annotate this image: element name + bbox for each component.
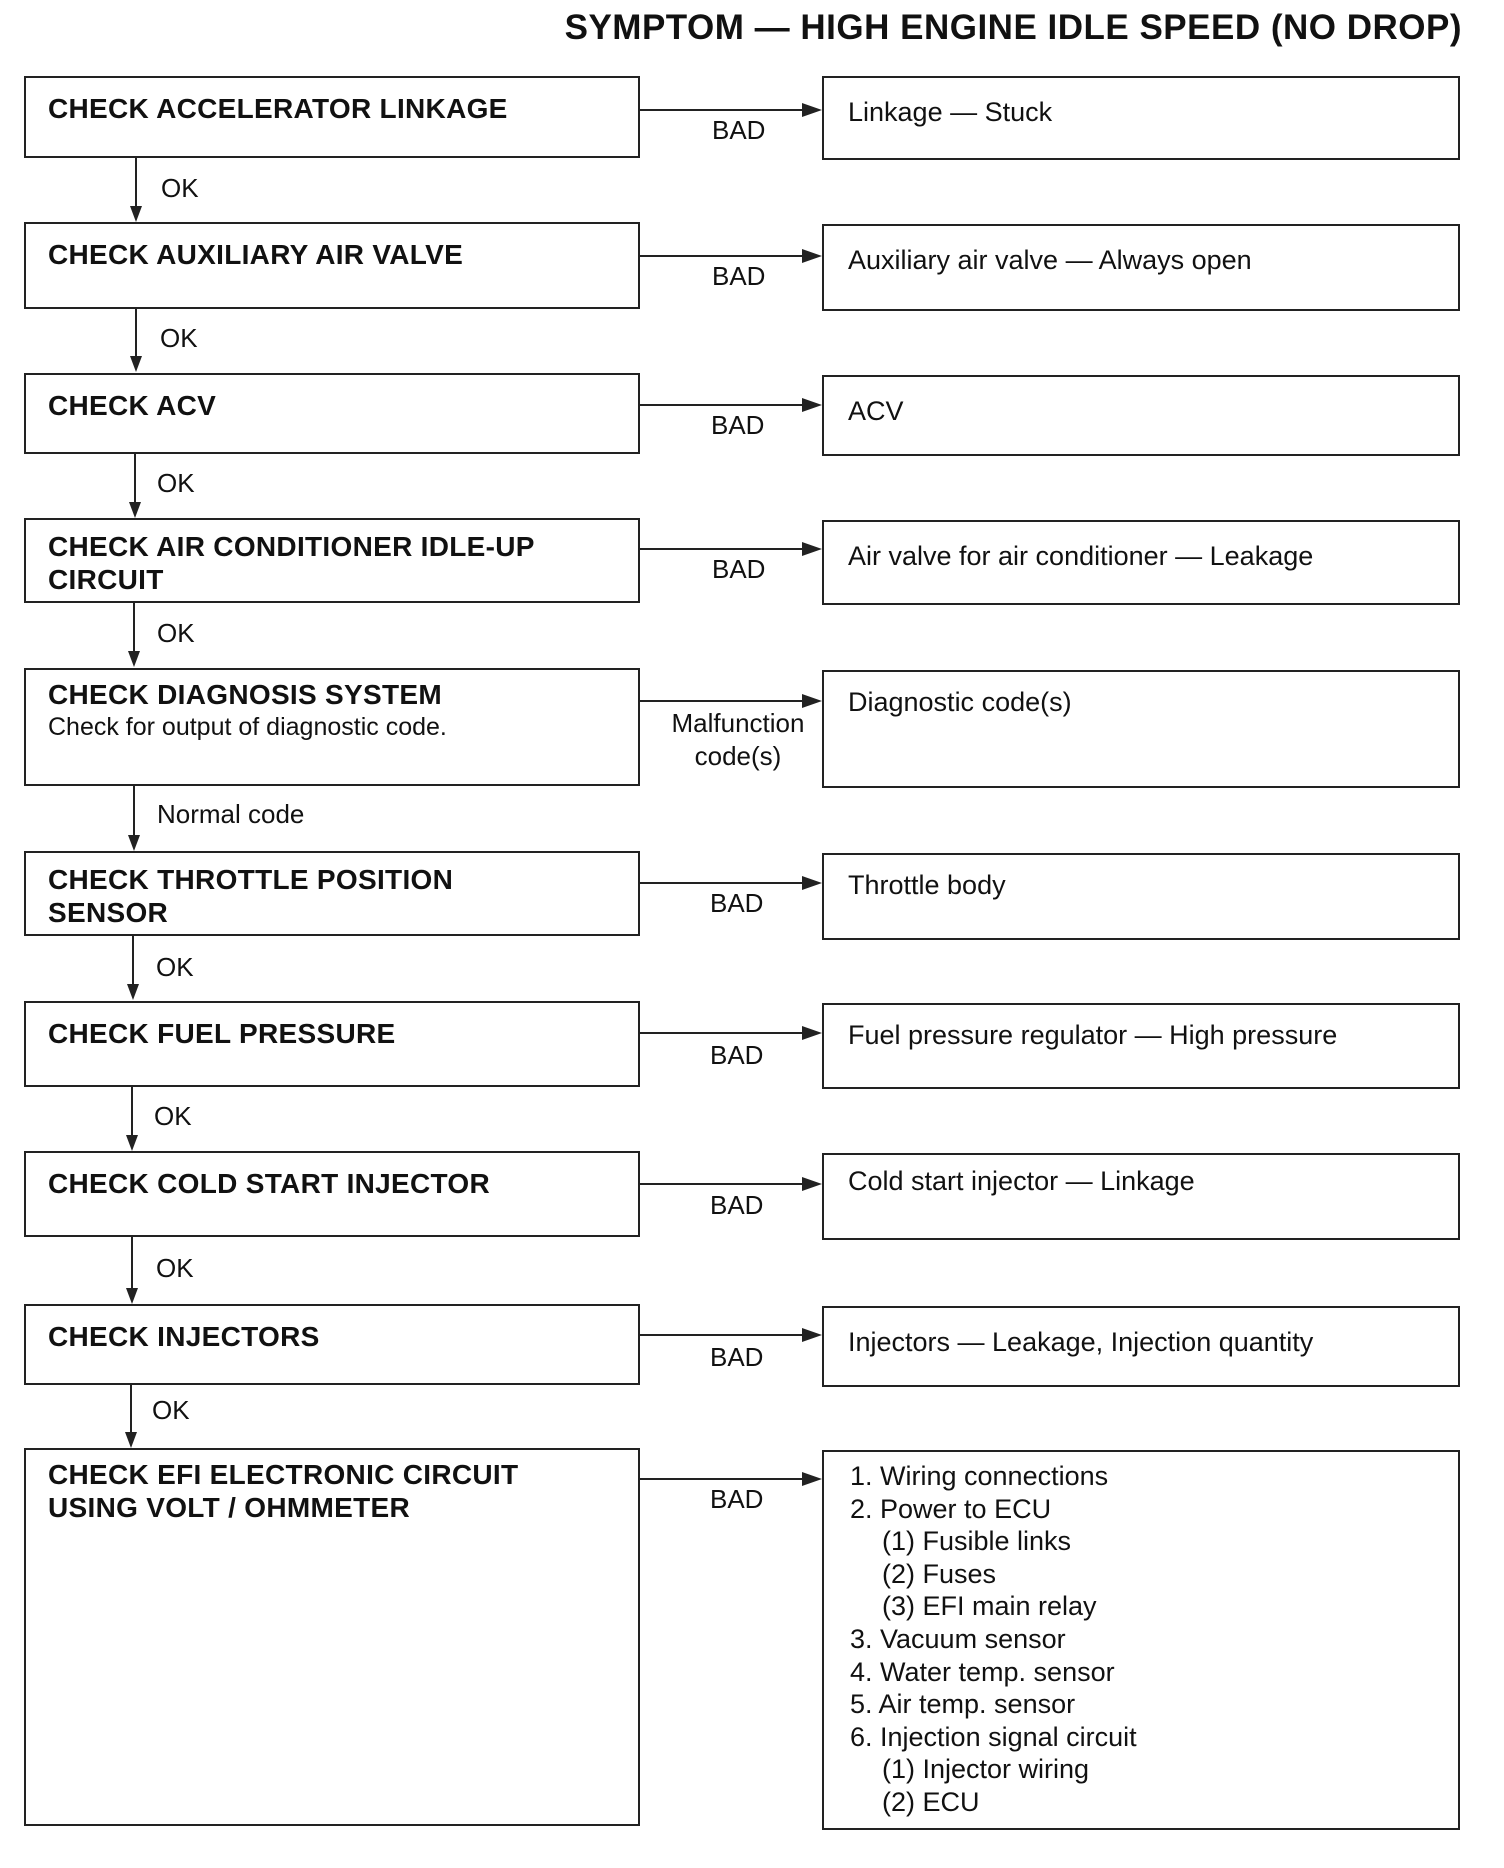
result-label: Cold start injector — Linkage (848, 1166, 1195, 1196)
bad-arrow-head (802, 876, 822, 890)
malfunction-connector-line (640, 700, 802, 702)
result-label: Air valve for air conditioner — Leakage (848, 541, 1314, 571)
ok-connector-line (131, 1087, 133, 1137)
ok-connector-line (135, 158, 137, 208)
ok-label: OK (157, 618, 195, 648)
bad-connector-line (640, 1183, 802, 1185)
ok-connector-line (134, 454, 136, 504)
check-label-group (48, 678, 447, 744)
ok-label: OK (156, 1253, 194, 1283)
result-box-acv (822, 375, 1460, 456)
result-box-fuel-pressure-regulator (822, 1003, 1460, 1089)
ok-arrow-head (125, 1432, 137, 1448)
bad-connector-line (640, 548, 802, 550)
list-item: (3) EFI main relay (882, 1591, 1097, 1622)
ok-arrow-head (126, 1288, 138, 1304)
bad-connector-line (640, 1334, 802, 1336)
list-item: 5. Air temp. sensor (850, 1689, 1076, 1720)
ok-arrow-head (127, 984, 139, 1000)
check-box-accelerator-linkage (24, 76, 640, 158)
list-item: 4. Water temp. sensor (850, 1656, 1115, 1687)
bad-arrow-head (802, 1472, 822, 1486)
malfunction-arrow-head (802, 694, 822, 708)
check-box-air-conditioner-idle-up (24, 518, 640, 603)
result-box-linkage-stuck (822, 76, 1460, 160)
bad-label: BAD (711, 410, 765, 440)
ok-label: OK (161, 173, 199, 203)
check-box-cold-start-injector (24, 1151, 640, 1237)
bad-label: BAD (710, 1040, 764, 1070)
bad-connector-line (640, 1478, 802, 1480)
ok-label: OK (152, 1395, 190, 1425)
check-label: CHECK FUEL PRESSURE (48, 1018, 396, 1049)
list-item: 1. Wiring connections (850, 1461, 1109, 1491)
result-box-injectors (822, 1306, 1460, 1387)
bad-arrow-head (802, 1328, 822, 1342)
result-box-air-valve-ac (822, 520, 1460, 605)
efi-checklist (850, 1460, 1137, 1819)
check-box-fuel-pressure (24, 1001, 640, 1087)
result-box-throttle-body (822, 853, 1460, 940)
malfunction-codes-label: Malfunction code(s) (671, 708, 805, 771)
bad-arrow-head (802, 542, 822, 556)
result-box-efi-checklist (822, 1450, 1460, 1830)
ok-label: OK (156, 952, 194, 982)
ok-connector-line (135, 309, 137, 358)
list-item: (1) Injector wiring (882, 1754, 1090, 1785)
check-label: CHECK ACV (48, 390, 217, 421)
result-label: Throttle body (848, 870, 1006, 900)
result-label: Linkage — Stuck (848, 97, 1053, 127)
bad-connector-line (640, 882, 802, 884)
check-label: CHECK ACCELERATOR LINKAGE (48, 93, 508, 124)
bad-arrow-head (802, 1026, 822, 1040)
bad-arrow-head (802, 398, 822, 412)
bad-arrow-head (802, 103, 822, 117)
bad-label: BAD (712, 554, 766, 584)
result-box-auxiliary-air-valve (822, 224, 1460, 311)
result-box-cold-start-injector (822, 1153, 1460, 1240)
ok-arrow-head (129, 502, 141, 518)
bad-connector-line (640, 255, 802, 257)
normal-code-connector-line (133, 786, 135, 837)
ok-arrow-head (130, 356, 142, 372)
check-label: CHECK THROTTLE POSITION SENSOR (48, 864, 454, 928)
ok-label: OK (157, 468, 195, 498)
check-label: CHECK DIAGNOSIS SYSTEM (48, 679, 442, 710)
bad-connector-line (640, 1032, 802, 1034)
check-label: CHECK AIR CONDITIONER IDLE-UP CIRCUIT (48, 531, 535, 595)
bad-label: BAD (712, 115, 766, 145)
list-item: 6. Injection signal circuit (850, 1721, 1137, 1752)
list-item: (1) Fusible links (882, 1526, 1072, 1557)
normal-code-label: Normal code (157, 799, 305, 829)
list-item: (2) ECU (882, 1786, 980, 1817)
ok-connector-line (132, 936, 134, 986)
bad-label: BAD (710, 888, 764, 918)
ok-connector-line (133, 603, 135, 653)
check-label: CHECK COLD START INJECTOR (48, 1168, 491, 1199)
result-label: Injectors — Leakage, Injection quantity (848, 1327, 1314, 1357)
check-label: CHECK EFI ELECTRONIC CIRCUIT USING VOLT / OHMMETER (48, 1459, 519, 1523)
bad-label: BAD (710, 1190, 764, 1220)
result-label: Diagnostic code(s) (848, 687, 1072, 717)
bad-arrow-head (802, 1177, 822, 1191)
list-item: (2) Fuses (882, 1558, 997, 1589)
bad-arrow-head (802, 249, 822, 263)
check-box-acv (24, 373, 640, 454)
check-box-auxiliary-air-valve (24, 222, 640, 309)
check-box-throttle-position-sensor (24, 851, 640, 936)
check-label: CHECK INJECTORS (48, 1321, 320, 1352)
bad-connector-line (640, 109, 802, 111)
ok-arrow-head (126, 1135, 138, 1151)
page-title: SYMPTOM — HIGH ENGINE IDLE SPEED (NO DROP) (564, 8, 1462, 47)
result-box-diagnostic-codes (822, 670, 1460, 788)
ok-arrow-head (128, 651, 140, 667)
ok-arrow-head (130, 206, 142, 222)
check-subtext: Check for output of diagnostic code. (48, 713, 447, 741)
check-box-injectors (24, 1304, 640, 1385)
result-label: Auxiliary air valve — Always open (848, 245, 1252, 275)
check-box-efi-electronic-circuit (24, 1448, 640, 1826)
check-label: CHECK AUXILIARY AIR VALVE (48, 239, 464, 270)
ok-label: OK (154, 1101, 192, 1131)
normal-code-arrow-head (128, 835, 140, 851)
check-box-diagnosis-system (24, 668, 640, 786)
result-label: Fuel pressure regulator — High pressure (848, 1020, 1338, 1050)
bad-label: BAD (712, 261, 766, 291)
list-item: 2. Power to ECU (850, 1493, 1052, 1524)
bad-label: BAD (710, 1484, 764, 1514)
bad-label: BAD (710, 1342, 764, 1372)
result-label: ACV (848, 396, 904, 426)
ok-connector-line (131, 1237, 133, 1290)
list-item: 3. Vacuum sensor (850, 1623, 1066, 1654)
ok-label: OK (160, 323, 198, 353)
ok-connector-line (130, 1385, 132, 1434)
bad-connector-line (640, 404, 802, 406)
